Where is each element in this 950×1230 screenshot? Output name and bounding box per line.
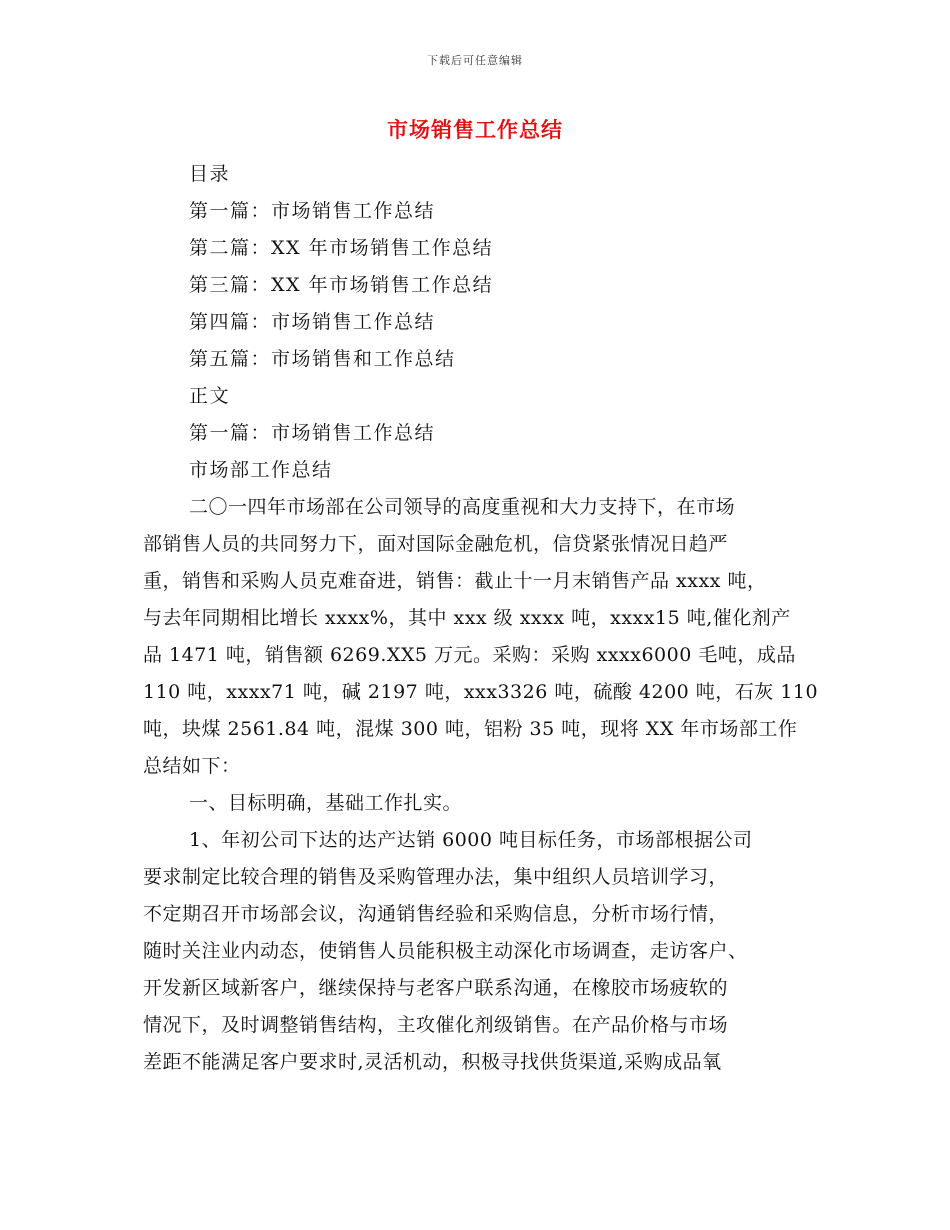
- paragraph-line: 部销售人员的共同努力下，面对国际金融危机，信贷紧张情况日趋严: [143, 533, 729, 555]
- body-heading: 正文: [189, 385, 231, 407]
- document-title: 市场销售工作总结: [387, 117, 563, 142]
- toc-item: 第五篇：市场销售和工作总结: [189, 348, 456, 370]
- section-heading: 一、目标明确，基础工作扎实。: [189, 792, 463, 814]
- paragraph-line: 吨，块煤 2561.84 吨，混煤 300 吨，铝粉 35 吨，现将 XX 年市场部工作: [143, 718, 798, 740]
- paragraph-line: 差距不能满足客户要求时,灵活机动，积极寻找供货渠道,采购成品氧: [143, 1051, 722, 1073]
- header-note: 下载后可任意编辑: [427, 54, 523, 67]
- chapter-heading: 第一篇：市场销售工作总结: [189, 422, 436, 444]
- document-body: [143, 489, 819, 1081]
- paragraph-line: 二〇一四年市场部在公司领导的高度重视和大力支持下，在市场: [189, 496, 736, 518]
- toc-item: 第一篇：市场销售工作总结: [189, 200, 436, 222]
- paragraph-line: 1、年初公司下达的达产达销 6000 吨目标任务，市场部根据公司: [189, 829, 753, 851]
- table-of-contents: [189, 156, 809, 489]
- paragraph-line: 重，销售和采购人员克难奋进，销售：截止十一月末销售产品 xxxx 吨，: [143, 570, 767, 592]
- paragraph-line: 随时关注业内动态，使销售人员能积极主动深化市场调查，走访客户、: [143, 940, 748, 962]
- toc-item: 第四篇：市场销售工作总结: [189, 311, 436, 333]
- toc-heading: 目录: [189, 163, 231, 185]
- paragraph-line: 品 1471 吨，销售额 6269.XX5 万元。采购：采购 xxxx6000 毛吨，成品: [143, 644, 796, 666]
- paragraph-line: 与去年同期相比增长 xxxx%，其中 xxx 级 xxxx 吨，xxxx15 吨,催化剂产: [143, 607, 791, 629]
- paragraph-line: 总结如下：: [143, 755, 241, 777]
- paragraph-line: 开发新区域新客户，继续保持与老客户联系沟通，在橡胶市场疲软的: [143, 977, 729, 999]
- paragraph-line: 要求制定比较合理的销售及采购管理办法，集中组织人员培训学习，: [143, 866, 729, 888]
- paragraph-line: 不定期召开市场部会议，沟通销售经验和采购信息，分析市场行情，: [143, 903, 729, 925]
- toc-item: 第三篇：XX 年市场销售工作总结: [189, 274, 494, 296]
- section-title: 市场部工作总结: [189, 459, 333, 481]
- toc-item: 第二篇：XX 年市场销售工作总结: [189, 237, 494, 259]
- paragraph-line: 110 吨，xxxx71 吨，碱 2197 吨，xxx3326 吨，硫酸 4200 吨，石灰 110: [143, 681, 819, 703]
- paragraph-line: 情况下，及时调整销售结构，主攻催化剂级销售。在产品价格与市场: [143, 1014, 729, 1036]
